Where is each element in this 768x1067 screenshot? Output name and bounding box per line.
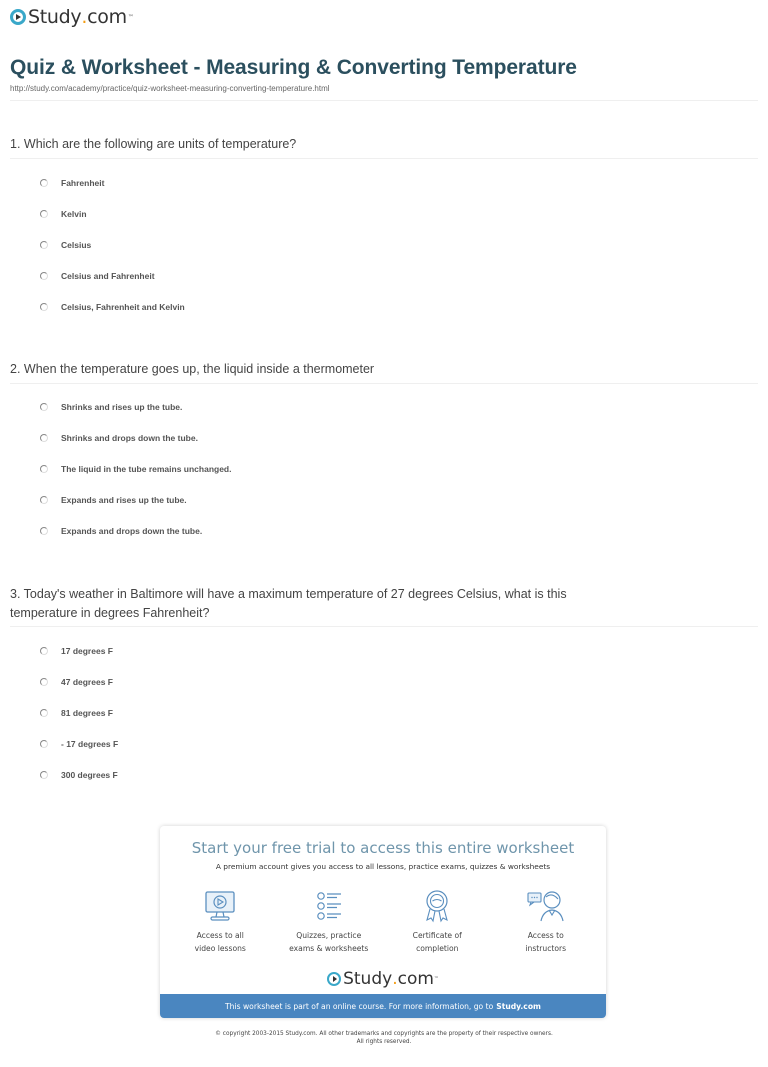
promo-info-bar: [160, 994, 606, 1018]
promo-subtitle: A premium account gives you access to all lessons, practice exams, quizzes & worksheets: [215, 862, 551, 871]
feature-certificate: [383, 889, 492, 955]
divider: [10, 100, 758, 101]
divider: [10, 383, 758, 384]
answer-option[interactable]: [40, 484, 232, 515]
answer-option[interactable]: [40, 635, 118, 666]
option-label: 300 degrees F: [61, 769, 118, 780]
divider: [10, 626, 758, 627]
divider: [10, 158, 758, 159]
radio-button[interactable]: [40, 179, 48, 187]
answer-option[interactable]: [40, 453, 232, 484]
option-label: 81 degrees F: [61, 707, 113, 718]
study-com-link[interactable]: Study.com: [496, 1001, 541, 1011]
study-com-logo[interactable]: [10, 6, 134, 28]
question-2-options: [40, 391, 232, 546]
answer-option[interactable]: [40, 260, 185, 291]
option-label: - 17 degrees F: [61, 738, 119, 749]
answer-option[interactable]: [40, 167, 185, 198]
page-title: Quiz & Worksheet - Measuring & Converting Temperature: [10, 56, 577, 79]
logo-suffix: com: [397, 969, 434, 989]
radio-button[interactable]: [40, 527, 48, 535]
question-1-text: 1. Which are the following are units of temperature?: [10, 137, 297, 151]
option-label: Celsius: [61, 239, 92, 250]
free-trial-promo: [160, 826, 606, 1018]
answer-option[interactable]: [40, 422, 232, 453]
question-2-text: 2. When the temperature goes up, the liquid inside a thermometer: [10, 362, 375, 376]
answer-option[interactable]: [40, 759, 118, 790]
logo-text: Study: [343, 969, 393, 989]
feature-label-line-2: instructors: [525, 944, 567, 953]
feature-label-line-1: Quizzes, practice: [296, 931, 362, 940]
logo-suffix: com: [87, 6, 127, 28]
answer-option[interactable]: [40, 391, 232, 422]
logo-trademark: ™: [127, 13, 134, 21]
promo-bar-text: This worksheet is part of an online course. For more information, go to: [225, 1001, 494, 1011]
answer-option[interactable]: [40, 198, 185, 229]
radio-button[interactable]: [40, 272, 48, 280]
question-1-options: [40, 167, 185, 322]
option-label: Celsius and Fahrenheit: [61, 270, 155, 281]
option-label: Expands and drops down the tube.: [61, 525, 203, 536]
feature-quizzes: [275, 889, 384, 955]
question-3-line-1: 3. Today's weather in Baltimore will have a maximum temperature of 27 degrees Celsius, what is this: [10, 587, 567, 601]
feature-label-line-1: Certificate of: [412, 931, 462, 940]
copyright-notice: [150, 1030, 618, 1046]
promo-title[interactable]: Start your free trial to access this entire worksheet: [191, 839, 575, 857]
logo-dot: .: [392, 969, 398, 989]
option-label: The liquid in the tube remains unchanged.: [61, 463, 232, 474]
play-circle-icon: [10, 9, 26, 25]
option-label: Celsius, Fahrenheit and Kelvin: [61, 301, 185, 312]
radio-button[interactable]: [40, 210, 48, 218]
option-label: Shrinks and drops down the tube.: [61, 432, 198, 443]
page-url[interactable]: http://study.com/academy/practice/quiz-worksheet-measuring-converting-temperature.html: [10, 84, 330, 93]
answer-option[interactable]: [40, 728, 118, 759]
radio-button[interactable]: [40, 771, 48, 779]
radio-button[interactable]: [40, 241, 48, 249]
question-3-text: [10, 585, 710, 623]
radio-button[interactable]: [40, 496, 48, 504]
answer-option[interactable]: [40, 666, 118, 697]
feature-list: [160, 889, 606, 955]
certificate-ribbon-icon: [420, 889, 454, 923]
quiz-list-icon: [312, 889, 346, 923]
feature-label-line-1: Access to all: [196, 931, 244, 940]
answer-option[interactable]: [40, 229, 185, 260]
radio-button[interactable]: [40, 678, 48, 686]
option-label: Expands and rises up the tube.: [61, 494, 187, 505]
option-label: 17 degrees F: [61, 645, 113, 656]
play-circle-icon: [327, 972, 341, 986]
feature-video-lessons: [166, 889, 275, 955]
radio-button[interactable]: [40, 647, 48, 655]
answer-option[interactable]: [40, 291, 185, 322]
option-label: Shrinks and rises up the tube.: [61, 401, 183, 412]
option-label: Fahrenheit: [61, 177, 105, 188]
promo-study-com-logo[interactable]: [160, 969, 606, 989]
radio-button[interactable]: [40, 434, 48, 442]
radio-button[interactable]: [40, 465, 48, 473]
answer-option[interactable]: [40, 515, 232, 546]
copyright-line-2: All rights reserved.: [356, 1039, 412, 1045]
feature-instructors: [492, 889, 601, 955]
option-label: Kelvin: [61, 208, 87, 219]
feature-label-line-1: Access to: [527, 931, 564, 940]
video-monitor-icon: [203, 889, 237, 923]
radio-button[interactable]: [40, 740, 48, 748]
logo-dot: .: [81, 6, 88, 28]
answer-option[interactable]: [40, 697, 118, 728]
copyright-line-1: © copyright 2003-2015 Study.com. All other trademarks and copyrights are the property of their respective owners.: [215, 1031, 553, 1037]
question-3-line-2: temperature in degrees Fahrenheit?: [10, 606, 210, 620]
feature-label-line-2: exams & worksheets: [289, 944, 369, 953]
question-3-options: [40, 635, 118, 790]
feature-label-line-2: completion: [416, 944, 459, 953]
instructor-chat-icon: [526, 889, 566, 923]
radio-button[interactable]: [40, 303, 48, 311]
option-label: 47 degrees F: [61, 676, 113, 687]
radio-button[interactable]: [40, 709, 48, 717]
logo-trademark: ™: [433, 976, 439, 982]
feature-label-line-2: video lessons: [194, 944, 246, 953]
logo-text: Study: [28, 6, 82, 28]
radio-button[interactable]: [40, 403, 48, 411]
